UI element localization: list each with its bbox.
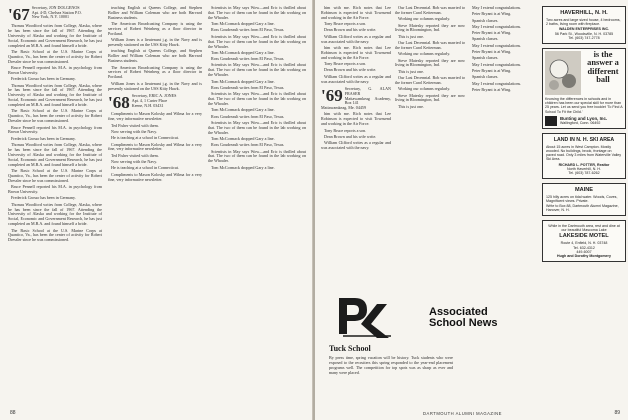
paragraph: him with me. Rich notes that Lee Robinson is expected to visit Townsend and working in the Air Force. [321,44,391,60]
paragraph: Bruce Pennell reported his M.A. in psychology from Brown University. [8,184,102,194]
paragraph: This is just one. [398,33,424,39]
paragraph: Dean Brown and his wife write. [324,67,377,73]
paragraph: May I extend congratulations. [472,6,522,10]
ball-icon [545,51,581,95]
ad-address: Wallingford, Conn. 06492 [560,120,601,125]
ad-contact: Tel. 632-4312 [573,245,595,250]
tuck-paragraph: By press time, spring vacation will be history. Tuck students who were exposed to the recruiters this spring responded to the year-end placement programs well. The competition for top spots was as sharp as ever and many were placed. [329,355,453,375]
bunting-logo-icon [545,116,557,126]
paragraph: Ross Goudreault writes from El Paso, Texas. [211,56,285,62]
paragraph: Tony Bruce reports a son. [324,21,367,27]
ad-title: MAINE [574,187,594,194]
ad-contact: Write to Box 88, Dartmouth Alumni Magazine, Hanover, N. H. [546,203,619,212]
paragraph: May I extend congratulations. [472,23,522,29]
paragraph: The Basic School at the U.S. Marine Corps at Quantico, Va., has been the center of activity for Robert Dressler since he was commissioned. [8,227,102,243]
paragraph: Ross Goudreault writes from El Paso, Texas. [211,142,285,148]
ad-land-ski-area [542,133,626,179]
left-column-3 [208,6,306,404]
paragraph: Peter Bryant is at Wing. [472,30,512,36]
paragraph: Dean Brown and his wife write. [324,133,377,139]
ad-text: 125 hilly acres on tidal water. Woods, Coves, Magnificent views. Private. [546,195,618,204]
paragraph: Working our columns regularly. [398,16,451,22]
paragraph: Thomas Woodford writes from College, Alaska, where he has been since the fall of 1967. Attending the University of Alaska and working for the Institute of Social, Economic and Government Research, he has just completed an M.B.A. and found himself a bride. [8,201,102,227]
paragraph: Now serving with the Navy. [111,128,158,134]
paragraph: Scientists in May says Wow—and Eric is thrilled about that. The two of them can be found in the lab working on the Whoaler. [208,33,306,49]
paragraph: Thomas Woodford writes from College, Alaska, where he has been since the fall of 1967. Attending the University of Alaska and working for the Institute of Social, Economic and Government Research, he has just completed an M.B.A. and found himself a bride. [8,142,102,167]
paragraph: Frederick Grosso has been in Germany. [11,135,76,141]
tuck-section-title: Tuck School [329,344,371,353]
left-column-2 [108,6,202,404]
paragraph: Frederick Grosso has been in Germany. [11,195,76,201]
paragraph: Peter Bryant is at Wing. [472,86,512,92]
ad-company-name: Bunting and Lyon, Inc. [560,115,608,121]
right-page [315,0,628,420]
ad-contact: Tel. (603) 787-6262 [568,171,600,176]
paragraph: Ted Fisher visited with them. [111,122,159,128]
ad-title: HAVERHILL, N. H. [560,10,608,16]
paragraph: The American Broadcasting Company is using the services of Robert Weinberg as a floor director in Portland. [108,64,202,80]
paragraph: Scientists in May says Wow—and Eric is thrilled about that. The two of them can be found in the lab working on the Whoaler. [208,62,306,78]
right-column-2 [395,6,465,296]
ad-text: About 15 acres in West Campton. Mostly wooded. No buildings, brook, frontage on paved road. Only 3 miles from Waterville Valley Ski Area. [546,144,622,162]
paragraph: him with me. Rich notes that Lee Robinson is expected to visit Townsend and working in the Air Force. [321,6,391,20]
paragraph: He is teaching at a school in Connecticut. [111,165,179,171]
paragraph: Spanish classes. [472,55,499,61]
class-year: '68 [108,94,130,111]
secretary-name: Secretary, JON DOLGENOS [31,6,80,10]
page-number: 88 [10,410,16,416]
ad-contact: 449-6007 [576,249,592,254]
magazine-footer: DARTMOUTH ALUMNI MAGAZINE [423,411,502,416]
ad-lakeside-motel [542,220,626,262]
paragraph: The Basic School at the U.S. Marine Corps at Quantico, Va., has been the center of activity for Robert Dressler since he was commissioned. [8,167,102,183]
left-page [0,0,313,420]
paragraph: Steve Matesky reported they are now living in Bloomington, Ind. [395,22,465,33]
class-header-69 [321,87,391,110]
ad-headline: different [587,66,619,76]
class-header-68 [108,94,202,110]
address-line: Apt. 4-D, Chelsea Station P.O. [31,9,82,15]
paragraph: Scientists in May says Wow—and Eric is thrilled about that. The two of them can be found in the lab working on the Whoaler. [208,148,306,164]
paragraph: Tony Bruce reports a son. [324,61,367,67]
paragraph: Bruce Pennell reported his M.A. in psychology from Brown University. [8,124,102,135]
paragraph: The Basic School at the U.S. Marine Corps at Quantico, Va., has been the center of activity for Robert Dressler since he was commissioned. [8,48,102,64]
tuck-school-section [327,284,455,402]
ad-title: LAND IN N. H. SKI AREA [553,136,615,143]
ad-contact: Tel. (603) 747-2778 [568,35,600,40]
paragraph: Tom McCormack dropped Gary a line. [211,135,275,141]
ad-maine [542,183,626,216]
ad-owners: Hugh and Dorothy Montgomery [557,254,611,259]
ad-haverhill [542,6,626,44]
classified-ads-column [542,6,626,404]
ad-contact: RICHARD L. POTTER, Realtor [558,162,610,167]
paragraph: Scientists in May says Wow—and Eric is thrilled about that. The two of them can be found in the lab working on the Whoaler. [208,91,306,106]
paragraph: Ross Goudreault writes from El Paso, Texas. [211,84,285,90]
paragraph: Spanish classes. [472,36,499,42]
paragraph: This is just one. [398,68,424,74]
paragraph: Compliments to Mason Kolosky and Wilma for a very fine, very informative newsletter. [108,141,202,152]
address-line: Apt. 4, 1 Carter Place [131,98,168,104]
paragraph: Peter Bryant is at Wing. [472,49,512,55]
ad-contact: North Haverhill, N. H. [567,166,601,171]
tuck-logo-icon [333,290,395,340]
left-column-1 [8,6,102,404]
paragraph: May I extend congratulations. [472,61,522,67]
paragraph: Compliments to Mason Kolosky and Wilma for a very fine, very informative newsletter. [108,111,202,122]
paragraph: Dean Brown and his wife write. [324,27,377,33]
paragraph: Working our columns regularly. [398,51,451,57]
paragraph: Thomas Woodford writes from College, Alaska, where he has been since the fall of 1967. Attending the University of Alaska and working for the Institute of Social, Economic and Government Research, he has just completed an M.B.A. and found himself a bride. [8,23,102,48]
ad-title: LAKESIDE MOTEL [559,233,609,240]
paragraph: Our Last Decennial. Bob was married to the former Carol Ketterman. [395,75,465,85]
ad-headline: ball [596,75,610,85]
paragraph: May I extend congratulations. [472,42,522,48]
address-line: Mattawamkeag Academy, Box 141 [344,95,391,106]
paragraph: Spanish classes. [472,74,499,80]
address-line: Mattawamkeag, Me. 04459 [321,104,367,110]
paragraph: Steve Matesky reported they are now living in Bloomington, Ind. [395,92,465,103]
ad-bunting-lyon [542,48,626,129]
paragraph: Ross Goudreault writes from El Paso, Texas. [211,27,285,33]
paragraph: Steve Matesky reported they are now living in Bloomington, Ind. [395,57,465,68]
paragraph: The Basic School at the U.S. Marine Corps at Quantico, Va., has been the center of activity for Robert Dressler since he was commissioned. [8,108,102,124]
paragraph: William Clifford writes as a regular and was associated with the navy. [321,33,391,44]
secretary-name: Secretary, ERIC A. JONES [131,94,177,99]
paragraph: Working our columns regularly. [398,86,451,92]
paragraph: Scientists in May says Wow—and Eric is thrilled about that. The two of them can be found in the lab working on the Whoaler. [208,119,306,135]
class-year: '67 [8,6,30,22]
address-line: New York, N.Y. 10001 [31,14,70,20]
paragraph: Tom McCormack dropped Gary a line. [211,164,275,170]
paragraph: him with me. Rich notes that Lee Robinson is expected to visit Townsend and working in the Air Force. [321,111,391,127]
paragraph: May I extend congratulations. [472,80,522,86]
ad-headline: is the [593,50,613,60]
paragraph: Our Last Decennial. Bob was married to the former Carol Ketterman. [395,6,465,15]
paragraph: William Clifford writes as a regular and was associated with the navy. [321,73,391,84]
paragraph: William Jones is a lieutenant j.g. in the Navy and is presently stationed on the USS Kitty Hawk. [108,37,202,48]
paragraph: He is teaching at a school in Connecticut. [111,135,179,141]
paragraph: This is just one. [398,103,424,109]
paragraph: Thomas Woodford writes from College, Alaska, where he has been since the fall of 1967. Attending the University of Alaska and working for the Institute of Social, Economic and Government Research, he has just completed an M.B.A. and found himself a bride. [8,82,102,108]
paragraph: Frederick Grosso has been in Germany. [11,76,76,82]
right-column-1 [321,6,391,276]
paragraph: Our Last Decennial. Bob was married to the former Carol Ketterman. [395,40,465,50]
address-line: Keene, N.H. 03431 [131,102,164,108]
paragraph: Tom McCormack dropped Gary a line. [211,21,275,27]
secretary-name: Secretary, G. ALAN FRASER [344,87,391,97]
ball-illustration [545,51,581,95]
paragraph: Peter Bryant is at Wing. [472,11,512,17]
paragraph: The American Broadcasting Company is using the services of Robert Weinberg as a floor director in Portland. [108,21,202,36]
page-number: 89 [614,410,620,416]
right-column-3 [469,6,539,296]
paragraph: William Jones is a lieutenant j.g. in the Navy and is presently stationed on the USS Kitty Hawk. [108,80,202,91]
paragraph: Spanish classes. [472,17,499,23]
paragraph: William Clifford writes as a regular and was associated with the navy. [321,140,391,150]
ad-contact: Route 4, Enfield, N. H. 03748 [560,241,608,246]
paragraph: Bruce Pennell reported his M.A. in psychology from Brown University. [8,65,102,75]
paragraph: teaching English at Queens College, and Stephen Bollier and William Coleman who are both Harvard Business students. [108,48,202,64]
ad-contact: WALDEN ENTERPRISES INC. [558,27,610,32]
class-header-67 [8,6,102,22]
ad-intro: While in the Dartmouth area, rest and dine at our beautiful Mascoma Lake [548,224,620,233]
paragraph: Ross Goudreault writes from El Paso, Texas. [211,113,285,119]
paragraph: Tom McCormack dropped Gary a line. [211,49,275,55]
ad-text: Knowing the differences in schools and in children has been our special skill for more than 25 years. Let us send you free booklet 'To Find A School To Fit the Child.' [545,97,623,114]
ad-contact: 56 Park St., Woodsville, N. H. 03785 [554,31,614,36]
ad-text: Two acres and large sized house, 4 bedrooms, 2 baths, living room with fireplace. [546,18,621,27]
associated-school-news-title: Associated School News [429,306,498,329]
paragraph: Compliments to Mason Kolosky and Wilma for a very fine, very informative newsletter. [108,171,202,182]
paragraph: teaching English at Queens College, and Stephen Bollier and William Coleman who are both Harvard Business students. [108,6,202,20]
paragraph: Tom McCormack dropped Gary a line. [211,78,275,84]
paragraph: Scientists in May says Wow—and Eric is thrilled about that. The two of them can be found in the lab working on the Whoaler. [208,6,306,20]
paragraph: Peter Bryant is at Wing. [472,67,512,73]
bunting-signature [545,116,623,126]
paragraph: Tony Bruce reports a son. [324,127,367,133]
ad-headline: answer a [587,58,619,68]
paragraph: Ted Fisher visited with them. [111,152,159,158]
paragraph: Tom McCormack dropped Gary a line. [211,107,275,113]
paragraph: Now serving with the Navy. [111,159,158,165]
class-year: '69 [321,87,343,106]
